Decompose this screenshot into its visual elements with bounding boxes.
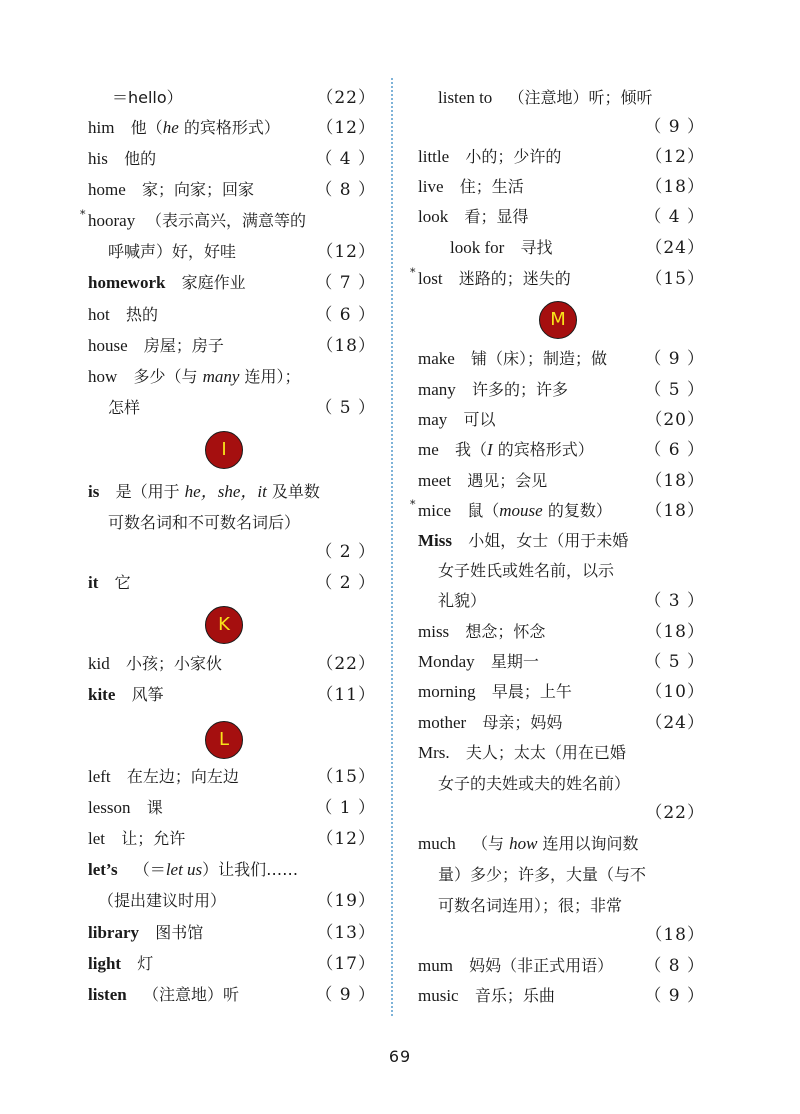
entry-mother: mother 母亲；妈妈 （24） bbox=[418, 713, 705, 733]
entry-library: library 图书馆 （13） bbox=[88, 923, 376, 943]
entry-lost: * lost 迷路的；迷失的 （15） bbox=[410, 266, 705, 289]
entry-many: many 许多的；许多 （ 5 ） bbox=[418, 380, 705, 400]
entry-lesson: lesson 课 （ 1 ） bbox=[88, 798, 376, 818]
column-divider bbox=[391, 78, 393, 1016]
entry-homework: homework 家庭作业 （ 7 ） bbox=[88, 273, 376, 293]
entry-hot: hot 热的 （ 6 ） bbox=[88, 305, 376, 325]
entry-morning: morning 早晨；上午 （10） bbox=[418, 682, 705, 702]
entry-meet: meet 遇见；会见 （18） bbox=[418, 471, 705, 491]
entry-make: make 铺（床）；制造；做 （ 9 ） bbox=[418, 349, 705, 369]
entry-hooray: * hooray （表示高兴，满意等的 bbox=[80, 208, 307, 230]
entry-page-ref: （ 9 ） bbox=[644, 117, 705, 137]
entry-may: may 可以 （20） bbox=[418, 410, 705, 430]
entry-listen-to: listen to （注意地）听；倾听 bbox=[438, 88, 653, 107]
entry-kid: kid 小孩；小家伙 （22） bbox=[88, 654, 376, 674]
entry-listen: listen （注意地）听 （ 9 ） bbox=[88, 985, 376, 1005]
entry-page-ref: （18） bbox=[645, 925, 705, 945]
entry-look-for: look for 寻找 （24） bbox=[450, 238, 705, 258]
entry-it: it 它 （ 2 ） bbox=[88, 573, 376, 593]
entry-miss-title: Miss 小姐，女士（用于未婚 bbox=[418, 531, 629, 550]
entry-is: is 是（用于 he，she，it 及单数 bbox=[88, 482, 320, 501]
entry-continuation: 女子的夫姓或夫的姓名前） bbox=[438, 774, 631, 793]
entry-look: look 看；显得 （ 4 ） bbox=[418, 207, 705, 227]
entry-house: house 房屋；房子 （18） bbox=[88, 336, 376, 356]
entry-little: little 小的；少许的 （12） bbox=[418, 147, 705, 167]
entry-mice: * mice 鼠（mouse 的复数） （18） bbox=[410, 498, 705, 521]
entry-his: his 他的 （ 4 ） bbox=[88, 149, 376, 169]
entry-continuation: 礼貌） （ 3 ） bbox=[438, 591, 705, 611]
entry-mrs: Mrs. 夫人；太太（用在已婚 bbox=[418, 743, 626, 762]
entry-how: how 多少（与 many 连用）； bbox=[88, 367, 301, 386]
entry-lets: let’s （＝let us）让我们…… bbox=[88, 860, 299, 879]
entry-continuation: 可数名词和不可数名词后） bbox=[108, 513, 301, 532]
entry-page-ref: （22） bbox=[645, 803, 705, 823]
entry-page-ref: （ 2 ） bbox=[315, 542, 376, 562]
entry-kite: kite 风筝 （11） bbox=[88, 685, 376, 705]
entry-him: him 他（he 的宾格形式） （12） bbox=[88, 118, 376, 138]
entry-light: light 灯 （17） bbox=[88, 954, 376, 974]
entry-mum: mum 妈妈（非正式用语） （ 8 ） bbox=[418, 956, 705, 976]
entry-continuation: 怎样 （ 5 ） bbox=[108, 398, 376, 418]
entry-continuation: 呼喊声）好，好哇 （12） bbox=[108, 242, 376, 262]
entry-much: much （与 how 连用以询问数 bbox=[418, 834, 639, 853]
entry-me: me 我（I 的宾格形式） （ 6 ） bbox=[418, 440, 705, 460]
entry-left: left 在左边；向左边 （15） bbox=[88, 767, 376, 787]
entry-live: live 住；生活 （18） bbox=[418, 177, 705, 197]
letter-badge-m: M bbox=[539, 301, 577, 339]
entry-continuation: （提出建议时用） （19） bbox=[98, 891, 376, 911]
entry-music: music 音乐；乐曲 （ 9 ） bbox=[418, 986, 705, 1006]
letter-badge-i: I bbox=[205, 431, 243, 469]
entry-continuation: 女子姓氏或姓名前，以示 bbox=[438, 561, 615, 580]
letter-badge-k: K bbox=[205, 606, 243, 644]
entry-let: let 让；允许 （12） bbox=[88, 829, 376, 849]
page-number: 69 bbox=[388, 1047, 412, 1066]
entry-miss: miss 想念；怀念 （18） bbox=[418, 622, 705, 642]
entry-home: home 家；向家；回家 （ 8 ） bbox=[88, 180, 376, 200]
entry-continuation: 可数名词连用）；很；非常 bbox=[438, 896, 623, 915]
entry-continuation: 量）多少；许多，大量（与不 bbox=[438, 865, 647, 884]
entry-continuation: ＝hello） （22） bbox=[112, 88, 376, 108]
letter-badge-l: L bbox=[205, 721, 243, 759]
entry-monday: Monday 星期一 （ 5 ） bbox=[418, 652, 705, 672]
